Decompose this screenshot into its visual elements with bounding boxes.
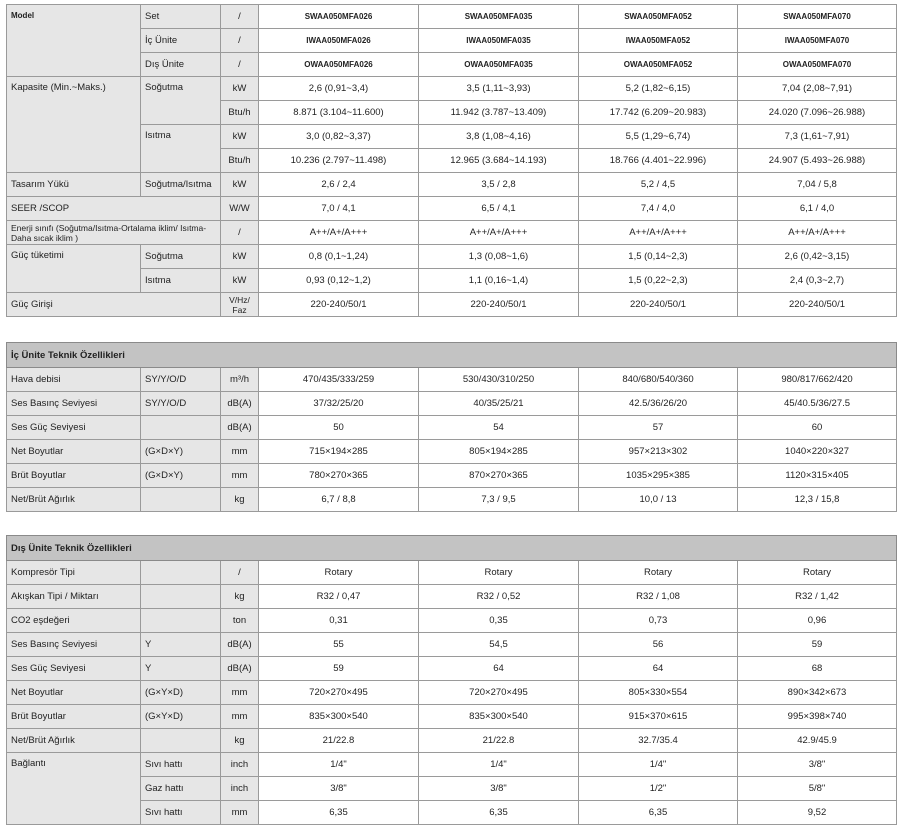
row-label: Brüt Boyutlar <box>7 705 141 729</box>
row-condition: (G×Y×D) <box>141 705 221 729</box>
model-label: Model <box>7 5 141 77</box>
value-cell: 5,2 (1,82~6,15) <box>579 77 738 101</box>
value-cell: 17.742 (6.209~20.983) <box>579 101 738 125</box>
row-condition: Y <box>141 657 221 681</box>
set-model-code: SWAA050MFA052 <box>579 5 738 29</box>
value-cell: 6,35 <box>259 801 419 825</box>
value-cell: 50 <box>259 416 419 440</box>
row-unit: inch <box>221 777 259 801</box>
row-condition: (G×Y×D) <box>141 681 221 705</box>
table-row <box>7 464 897 488</box>
row-condition: Sıvı hattı <box>141 801 221 825</box>
row-condition: Gaz hattı <box>141 777 221 801</box>
value-cell: 12.965 (3.684~14.193) <box>419 149 579 173</box>
value-cell: 11.942 (3.787~13.409) <box>419 101 579 125</box>
indoor-unit-label: İç Ünite <box>141 29 221 53</box>
value-cell: 5,2 / 4,5 <box>579 173 738 197</box>
table-row <box>7 609 897 633</box>
table-row <box>7 729 897 753</box>
value-cell: 3,5 / 2,8 <box>419 173 579 197</box>
outdoor-model-code: OWAA050MFA026 <box>259 53 419 77</box>
value-cell: 530/430/310/250 <box>419 368 579 392</box>
value-cell: 6,7 / 8,8 <box>259 488 419 512</box>
value-cell: 835×300×540 <box>419 705 579 729</box>
row-unit: kg <box>221 585 259 609</box>
value-cell: 8.871 (3.104~11.600) <box>259 101 419 125</box>
design-load-label: Tasarım Yükü <box>7 173 141 197</box>
indoor-model-code: IWAA050MFA052 <box>579 29 738 53</box>
row-unit: dB(A) <box>221 392 259 416</box>
value-cell: 0,31 <box>259 609 419 633</box>
set-model-code: SWAA050MFA026 <box>259 5 419 29</box>
value-cell: A++/A+/A+++ <box>738 221 897 245</box>
value-cell: 6,35 <box>579 801 738 825</box>
table-row <box>7 561 897 585</box>
energy-class-label: Enerji sınıfı (Soğutma/Isıtma-Ortalama iklim/ Isıtma-Daha sıcak iklim ) <box>7 221 221 245</box>
heating-label: Isıtma <box>141 125 221 173</box>
value-cell: 1/4" <box>259 753 419 777</box>
value-cell: 715×194×285 <box>259 440 419 464</box>
value-cell: 24.907 (5.493~26.988) <box>738 149 897 173</box>
row-label: Brüt Boyutlar <box>7 464 141 488</box>
value-cell: 59 <box>259 657 419 681</box>
value-cell: 1035×295×385 <box>579 464 738 488</box>
value-cell: 59 <box>738 633 897 657</box>
value-cell: 1,1 (0,16~1,4) <box>419 269 579 293</box>
connection-label: Bağlantı <box>7 753 141 825</box>
value-cell: A++/A+/A+++ <box>259 221 419 245</box>
row-unit: mm <box>221 681 259 705</box>
value-cell: 0,8 (0,1~1,24) <box>259 245 419 269</box>
value-cell: 220-240/50/1 <box>259 293 419 317</box>
row-condition <box>141 585 221 609</box>
value-cell: 55 <box>259 633 419 657</box>
outdoor-spec-table <box>6 535 897 825</box>
value-cell: A++/A+/A+++ <box>579 221 738 245</box>
indoor-spec-table <box>6 342 897 512</box>
value-cell: 1,5 (0,14~2,3) <box>579 245 738 269</box>
value-cell: 3,5 (1,11~3,93) <box>419 77 579 101</box>
value-cell: 2,4 (0,3~2,7) <box>738 269 897 293</box>
set-model-code: SWAA050MFA070 <box>738 5 897 29</box>
row-label: Net Boyutlar <box>7 440 141 464</box>
row-unit: mm <box>221 440 259 464</box>
value-cell: 9,52 <box>738 801 897 825</box>
value-cell: 805×194×285 <box>419 440 579 464</box>
table-row <box>7 633 897 657</box>
row-label: Ses Güç Seviyesi <box>7 657 141 681</box>
table-row <box>7 705 897 729</box>
value-cell: 835×300×540 <box>259 705 419 729</box>
value-cell: 6,5 / 4,1 <box>419 197 579 221</box>
value-cell: 68 <box>738 657 897 681</box>
row-unit: mm <box>221 801 259 825</box>
row-label: Net/Brüt Ağırlık <box>7 729 141 753</box>
value-cell: 1/4" <box>419 753 579 777</box>
row-label: Hava debisi <box>7 368 141 392</box>
row-condition <box>141 488 221 512</box>
value-cell: 42.5/36/26/20 <box>579 392 738 416</box>
value-cell: 2,6 / 2,4 <box>259 173 419 197</box>
table-row <box>7 488 897 512</box>
row-condition: SY/Y/O/D <box>141 368 221 392</box>
value-cell: 56 <box>579 633 738 657</box>
value-cell: 980/817/662/420 <box>738 368 897 392</box>
row-condition: SY/Y/O/D <box>141 392 221 416</box>
value-cell: 3/8" <box>419 777 579 801</box>
row-condition: (G×D×Y) <box>141 440 221 464</box>
row-label: Akışkan Tipi / Miktarı <box>7 585 141 609</box>
value-cell: 720×270×495 <box>419 681 579 705</box>
value-cell: 0,35 <box>419 609 579 633</box>
value-cell: 42.9/45.9 <box>738 729 897 753</box>
row-unit: ton <box>221 609 259 633</box>
value-cell: R32 / 1,08 <box>579 585 738 609</box>
row-unit: m³/h <box>221 368 259 392</box>
value-cell: 54 <box>419 416 579 440</box>
set-model-code: SWAA050MFA035 <box>419 5 579 29</box>
value-cell: 1120×315×405 <box>738 464 897 488</box>
value-cell: Rotary <box>579 561 738 585</box>
value-cell: 21/22.8 <box>259 729 419 753</box>
value-cell: 7,4 / 4,0 <box>579 197 738 221</box>
value-cell: 57 <box>579 416 738 440</box>
value-cell: 995×398×740 <box>738 705 897 729</box>
row-condition <box>141 729 221 753</box>
set-label: Set <box>141 5 221 29</box>
value-cell: 6,35 <box>419 801 579 825</box>
value-cell: 3/8" <box>738 753 897 777</box>
value-cell: 54,5 <box>419 633 579 657</box>
value-cell: 7,3 (1,61~7,91) <box>738 125 897 149</box>
row-unit: dB(A) <box>221 657 259 681</box>
value-cell: Rotary <box>259 561 419 585</box>
value-cell: 1,5 (0,22~2,3) <box>579 269 738 293</box>
row-unit: dB(A) <box>221 633 259 657</box>
value-cell: R32 / 0,47 <box>259 585 419 609</box>
value-cell: 1/2" <box>579 777 738 801</box>
value-cell: 1/4" <box>579 753 738 777</box>
value-cell: 37/32/25/20 <box>259 392 419 416</box>
row-unit: kg <box>221 729 259 753</box>
value-cell: 21/22.8 <box>419 729 579 753</box>
cooling-label: Soğutma <box>141 77 221 125</box>
row-label: CO2 eşdeğeri <box>7 609 141 633</box>
table-row <box>7 368 897 392</box>
table-row <box>7 416 897 440</box>
table-row <box>7 585 897 609</box>
value-cell: 805×330×554 <box>579 681 738 705</box>
value-cell: 720×270×495 <box>259 681 419 705</box>
indoor-model-code: IWAA050MFA026 <box>259 29 419 53</box>
row-condition <box>141 609 221 633</box>
row-label: Net Boyutlar <box>7 681 141 705</box>
row-unit: mm <box>221 705 259 729</box>
value-cell: 220-240/50/1 <box>419 293 579 317</box>
row-unit: kg <box>221 488 259 512</box>
value-cell: 3,0 (0,82~3,37) <box>259 125 419 149</box>
value-cell: 2,6 (0,42~3,15) <box>738 245 897 269</box>
outdoor-model-code: OWAA050MFA070 <box>738 53 897 77</box>
value-cell: R32 / 1,42 <box>738 585 897 609</box>
value-cell: 840/680/540/360 <box>579 368 738 392</box>
value-cell: 0,93 (0,12~1,2) <box>259 269 419 293</box>
indoor-model-code: IWAA050MFA070 <box>738 29 897 53</box>
value-cell: 10.236 (2.797~11.498) <box>259 149 419 173</box>
value-cell: 2,6 (0,91~3,4) <box>259 77 419 101</box>
outdoor-section-title: Dış Ünite Teknik Özellikleri <box>7 536 897 561</box>
value-cell: 40/35/25/21 <box>419 392 579 416</box>
value-cell: A++/A+/A+++ <box>419 221 579 245</box>
row-label: Ses Basınç Seviyesi <box>7 392 141 416</box>
row-condition <box>141 561 221 585</box>
value-cell: 1,3 (0,08~1,6) <box>419 245 579 269</box>
power-consumption-label: Güç tüketimi <box>7 245 141 293</box>
value-cell: 60 <box>738 416 897 440</box>
capacity-label: Kapasite (Min.~Maks.) <box>7 77 141 173</box>
value-cell: 0,73 <box>579 609 738 633</box>
value-cell: 3,8 (1,08~4,16) <box>419 125 579 149</box>
value-cell: 220-240/50/1 <box>738 293 897 317</box>
value-cell: 5/8" <box>738 777 897 801</box>
indoor-model-code: IWAA050MFA035 <box>419 29 579 53</box>
value-cell: 64 <box>579 657 738 681</box>
row-label: Kompresör Tipi <box>7 561 141 585</box>
value-cell: Rotary <box>738 561 897 585</box>
power-supply-label: Güç Girişi <box>7 293 221 317</box>
row-condition: (G×D×Y) <box>141 464 221 488</box>
row-unit: / <box>221 561 259 585</box>
value-cell: 470/435/333/259 <box>259 368 419 392</box>
value-cell: 957×213×302 <box>579 440 738 464</box>
value-cell: 7,04 / 5,8 <box>738 173 897 197</box>
value-cell: 870×270×365 <box>419 464 579 488</box>
value-cell: 5,5 (1,29~6,74) <box>579 125 738 149</box>
value-cell: Rotary <box>419 561 579 585</box>
row-condition: Y <box>141 633 221 657</box>
value-cell: 32.7/35.4 <box>579 729 738 753</box>
table-row <box>7 681 897 705</box>
value-cell: 915×370×615 <box>579 705 738 729</box>
value-cell: 12,3 / 15,8 <box>738 488 897 512</box>
table-row <box>7 801 897 825</box>
value-cell: 24.020 (7.096~26.988) <box>738 101 897 125</box>
value-cell: 7,0 / 4,1 <box>259 197 419 221</box>
outdoor-unit-label: Dış Ünite <box>141 53 221 77</box>
table-row <box>7 440 897 464</box>
value-cell: 6,1 / 4,0 <box>738 197 897 221</box>
row-condition <box>141 416 221 440</box>
value-cell: 0,96 <box>738 609 897 633</box>
outdoor-model-code: OWAA050MFA052 <box>579 53 738 77</box>
row-label: Ses Basınç Seviyesi <box>7 633 141 657</box>
table-row <box>7 753 897 777</box>
value-cell: 7,3 / 9,5 <box>419 488 579 512</box>
row-label: Ses Güç Seviyesi <box>7 416 141 440</box>
outdoor-model-code: OWAA050MFA035 <box>419 53 579 77</box>
value-cell: 10,0 / 13 <box>579 488 738 512</box>
table-row <box>7 657 897 681</box>
value-cell: 18.766 (4.401~22.996) <box>579 149 738 173</box>
seer-scop-label: SEER /SCOP <box>7 197 221 221</box>
value-cell: 45/40.5/36/27.5 <box>738 392 897 416</box>
row-unit: inch <box>221 753 259 777</box>
value-cell: 780×270×365 <box>259 464 419 488</box>
row-label: Net/Brüt Ağırlık <box>7 488 141 512</box>
value-cell: 1040×220×327 <box>738 440 897 464</box>
row-unit: dB(A) <box>221 416 259 440</box>
value-cell: 890×342×673 <box>738 681 897 705</box>
value-cell: 220-240/50/1 <box>579 293 738 317</box>
general-spec-table: Model Set / SWAA050MFA026 SWAA050MFA035 SWAA050MFA052 SWAA050MFA070 İç Ünite / IWAA050MFA026 IWAA050MFA035 IWAA050MFA052 IWAA050MFA070 Dış Ünite / OWAA050MFA026 OWAA050MFA035 OWAA050MFA052 OWAA050MFA070 Kapasite (Min.~Maks.) Soğutma kW 2,6 (0,91~3,4) 3,5 (1,11~3,93) 5,2 (1,82~6,15) 7,04 (2,08~7,91) Btu/h 8.871 (3.104~11.600) 11.942 (3.787~13.409) 17.742 (6.209~20.983) 24.020 (7.096~26.988) Isıtma kW 3,0 (0,82~3,37) 3,8 (1,08~4,16) 5,5 (1,29~6,74) 7,3 (1,61~7,91) Btu/h 10.236 (2.797~11.498) 12.965 (3.684~14.193) 18.766 (4.401~22.996) 24.907 (5.493~26.988) Tasarım Yükü Soğutma/Isıtma kW 2,6 / 2,4 3,5 / 2,8 5,2 / 4,5 7,04 / 5,8 SEER /SCOP W/W 7,0 / 4,1 6,5 / 4,1 7,4 / 4,0 6,1 / 4,0 Enerji sınıfı (Soğutma/Isıtma-Ortalama iklim/ Isıtma-Daha sıcak iklim ) / A++/A+/A+++ A++/A+/A+++ A++/A+/A+++ A++/A+/A+++ Güç tüketimi Soğutma kW 0,8 (0,1~1,24) 1,3 (0,08~1,6) 1,5 (0,14~2,3) 2,6 (0,42~3,15) Isıtma kW 0,93 (0,12~1,2) 1,1 (0,16~1,4) 1,5 (0,22~2,3) 2,4 (0,3~2,7) Güç Girişi V/Hz/ Faz 220-240/50/1 220-240/50/1 220-240/50/1 220-240/50/1 <box>6 4 897 317</box>
table-row <box>7 777 897 801</box>
value-cell: 7,04 (2,08~7,91) <box>738 77 897 101</box>
value-cell: 64 <box>419 657 579 681</box>
table-row <box>7 392 897 416</box>
row-condition: Sıvı hattı <box>141 753 221 777</box>
row-unit: mm <box>221 464 259 488</box>
indoor-section-title: İç Ünite Teknik Özellikleri <box>7 343 897 368</box>
value-cell: 3/8" <box>259 777 419 801</box>
value-cell: R32 / 0,52 <box>419 585 579 609</box>
